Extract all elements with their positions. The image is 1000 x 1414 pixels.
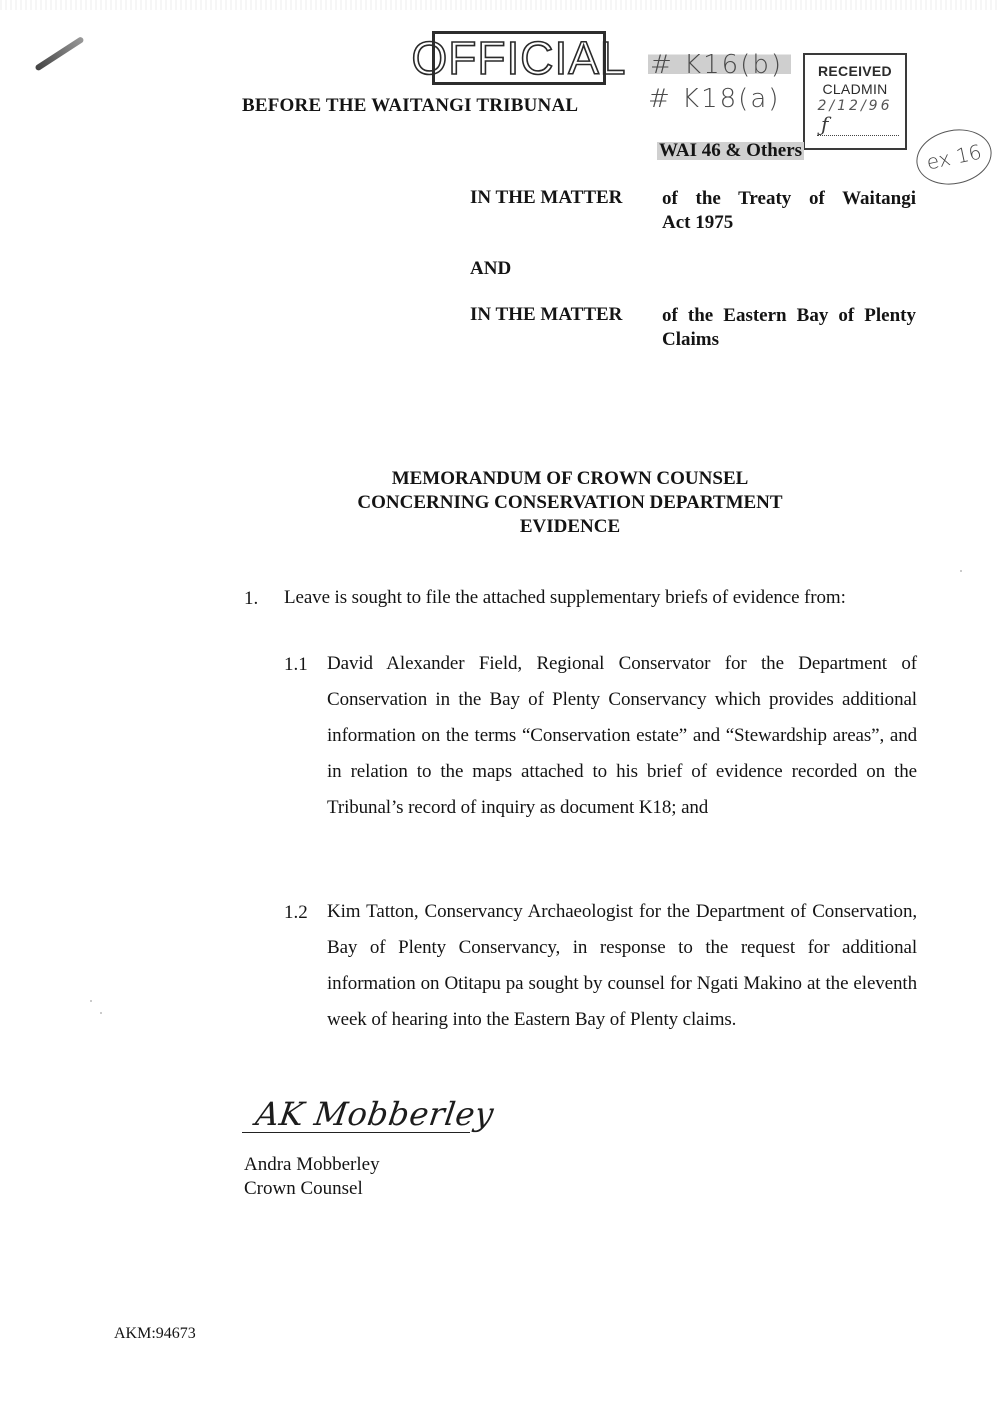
subparagraph-1-1-text: David Alexander Field, Regional Conservator for the Department of Conservation in the Bay of Plenty Conservancy which provides additional information on the terms “Conservation estate” and “Stewardship areas”, and in relation to the maps attached to his brief of evidence recorded on the Tribunal’s record of inquiry as document K18; and: [327, 653, 917, 818]
scan-speck: [960, 570, 962, 572]
memorandum-title: [300, 467, 840, 539]
received-date: 2/12/96: [817, 98, 893, 114]
signatory-name: Andra Mobberley: [244, 1154, 380, 1175]
signature-line: [242, 1132, 470, 1133]
signatory-block: [244, 1153, 380, 1201]
matter-label-2: IN THE MATTER: [470, 304, 623, 325]
handwritten-ref-k18a: # K18(a): [648, 84, 781, 114]
document-reference: AKM:94673: [114, 1325, 196, 1342]
matter-text-1-line1: of the Treaty of Waitangi: [662, 188, 916, 209]
official-stamp: OFFICIAL: [411, 32, 627, 84]
tribunal-heading: BEFORE THE WAITANGI TRIBUNAL: [242, 95, 579, 116]
subparagraph-1-2-number: 1.2: [284, 902, 308, 923]
subparagraph-1-1-number: 1.1: [284, 654, 308, 675]
signatory-role: Crown Counsel: [244, 1178, 363, 1199]
scan-speck: [90, 1000, 92, 1002]
title-line-3: EVIDENCE: [519, 516, 621, 537]
paragraph-1-text: Leave is sought to file the attached supplementary briefs of evidence from:: [284, 587, 846, 608]
paragraph-1-number: 1.: [244, 588, 259, 609]
scan-speck: [100, 1012, 102, 1014]
matter-label-1: IN THE MATTER: [470, 187, 623, 208]
exhibit-label: ex 16: [924, 139, 984, 175]
subparagraph-1-2-text: Kim Tatton, Conservancy Archaeologist for the Department of Conservation, Bay of Plenty Conservancy, in response to the request for additional information on Otitapu pa sought by counsel for Ngati Makino at the eleventh week of hearing into the Eastern Bay of Plenty claims.: [327, 901, 917, 1030]
received-stamp: [803, 53, 907, 150]
matter-text-2-line1: of the Eastern Bay of Plenty: [662, 305, 916, 326]
cladmin-label: CLADMIN: [822, 81, 888, 97]
stamp-signature-line: [817, 135, 899, 136]
matter-text-1: [662, 187, 916, 235]
title-line-2: CONCERNING CONSERVATION DEPARTMENT: [357, 492, 783, 513]
title-line-1: MEMORANDUM OF CROWN COUNSEL: [391, 468, 749, 489]
handwritten-signature: AK Mobberley: [253, 1095, 497, 1133]
scan-edge-artifact: [0, 0, 1000, 10]
received-label: RECEIVED: [818, 63, 892, 79]
matter-text-1-line2: Act 1975: [662, 212, 734, 233]
matter-text-2-line2: Claims: [662, 329, 719, 350]
wai-reference: WAI 46 & Others: [659, 140, 803, 161]
stamp-initials: ƒ: [821, 112, 829, 136]
exhibit-mark: [911, 123, 997, 192]
matter-text-2: [662, 304, 916, 352]
pen-mark-icon: [34, 36, 84, 72]
handwritten-ref-k16b: # K16(b): [648, 50, 791, 80]
matter-and: AND: [470, 258, 512, 279]
